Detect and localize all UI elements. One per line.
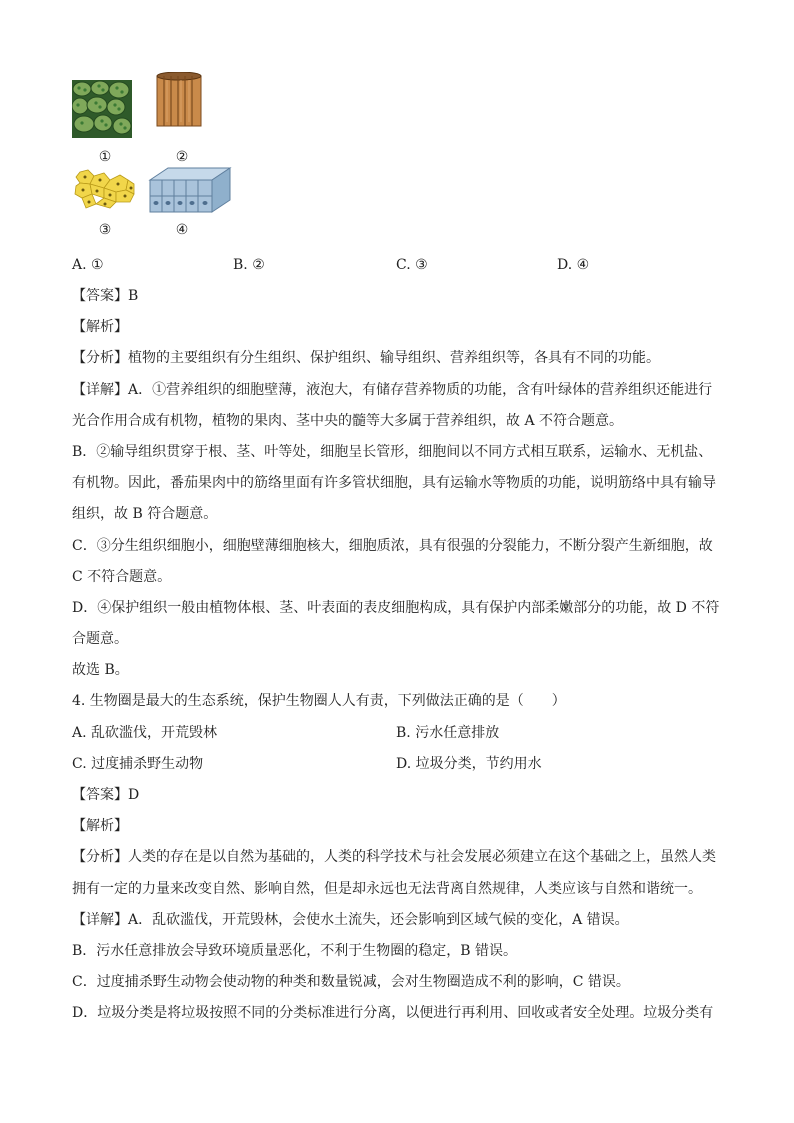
q4-analysis-line-1: 【分析】人类的存在是以自然为基础的，人类的科学技术与社会发展必须建立在这个基础之上，虽然人类 [72, 849, 716, 865]
q4-stem: 4. 生物圈是最大的生态系统，保护生物圈人人有责，下列做法正确的是（ ） [72, 693, 566, 709]
q4-analysis-title: 【解析】 [72, 818, 128, 834]
q3-detail-line-6: C．③分生组织细胞小，细胞壁薄细胞核大，细胞质浓，具有很强的分裂能力，不断分裂产生新细胞，故 [72, 538, 713, 554]
q3-option-a: A. ① [72, 257, 104, 273]
q3-detail-line-2: 光合作用合成有机物，植物的果肉、茎中央的髓等大多属于营养组织，故 A 不符合题意。 [72, 413, 624, 429]
q4-detail-line-1: 【详解】A．乱砍滥伐，开荒毁林，会使水土流失，还会影响到区域气候的变化，A 错误。 [72, 912, 629, 928]
q3-detail-line-5: 组织，故 B 符合题意。 [72, 506, 218, 522]
q3-answer: 【答案】B [72, 288, 139, 304]
figure-caption-3: ③ [98, 222, 112, 238]
q3-conclusion: 故选 B。 [72, 662, 129, 678]
q3-detail-line-8: D．④保护组织一般由植物体根、茎、叶表面的表皮细胞构成，具有保护内部柔嫩部分的功能，故 D 不符 [72, 600, 720, 616]
q4-answer: 【答案】D [72, 787, 140, 803]
q3-detail-line-9: 合题意。 [72, 631, 128, 647]
q4-detail-line-3: C．过度捕杀野生动物会使动物的种类和数量锐减，会对生物圈造成不利的影响，C 错误。 [72, 974, 630, 990]
q4-option-a: A. 乱砍滥伐，开荒毁林 [72, 725, 218, 741]
q4-analysis-line-2: 拥有一定的力量来改变自然、影响自然，但是却永远也无法背离自然规律，人类应该与自然和谐统一。 [72, 881, 702, 897]
q3-option-c: C. ③ [396, 257, 428, 273]
q3-detail-line-4: 有机物。因此，番茄果肉中的筋络里面有许多管状细胞，具有运输水等物质的功能，说明筋络中具有输导 [72, 475, 716, 491]
q3-detail-line-1: 【详解】A．①营养组织的细胞壁薄，液泡大，有储存营养物质的功能，含有叶绿体的营养组织还能进行 [72, 382, 713, 398]
q3-analysis-title: 【解析】 [72, 319, 128, 335]
q3-analysis: 【分析】植物的主要组织有分生组织、保护组织、输导组织、营养组织等，各具有不同的功能。 [72, 350, 660, 366]
figure-caption-2: ② [175, 149, 189, 165]
q4-option-b: B. 污水任意排放 [396, 725, 500, 741]
figure-caption-1: ① [98, 149, 112, 165]
q4-detail-line-4: D．垃圾分类是将垃圾按照不同的分类标准进行分离，以便进行再利用、回收或者安全处理。垃圾分类有 [72, 1005, 714, 1021]
q3-detail-line-7: C 不符合题意。 [72, 569, 172, 585]
q3-option-d: D. ④ [557, 257, 590, 273]
tissue-illustration-4 [146, 166, 232, 214]
tissue-illustration-2 [155, 72, 203, 128]
tissue-illustration-1 [72, 80, 132, 138]
q4-option-d: D. 垃圾分类，节约用水 [396, 756, 542, 772]
tissue-illustration-3 [74, 168, 136, 210]
q4-detail-line-2: B．污水任意排放会导致环境质量恶化，不利于生物圈的稳定，B 错误。 [72, 943, 518, 959]
q3-detail-line-3: B．②输导组织贯穿于根、茎、叶等处，细胞呈长管形，细胞间以不同方式相互联系，运输水、无机盐、 [72, 444, 713, 460]
q4-option-c: C. 过度捕杀野生动物 [72, 756, 204, 772]
figure-caption-4: ④ [175, 222, 189, 238]
q3-option-b: B. ② [233, 257, 265, 273]
